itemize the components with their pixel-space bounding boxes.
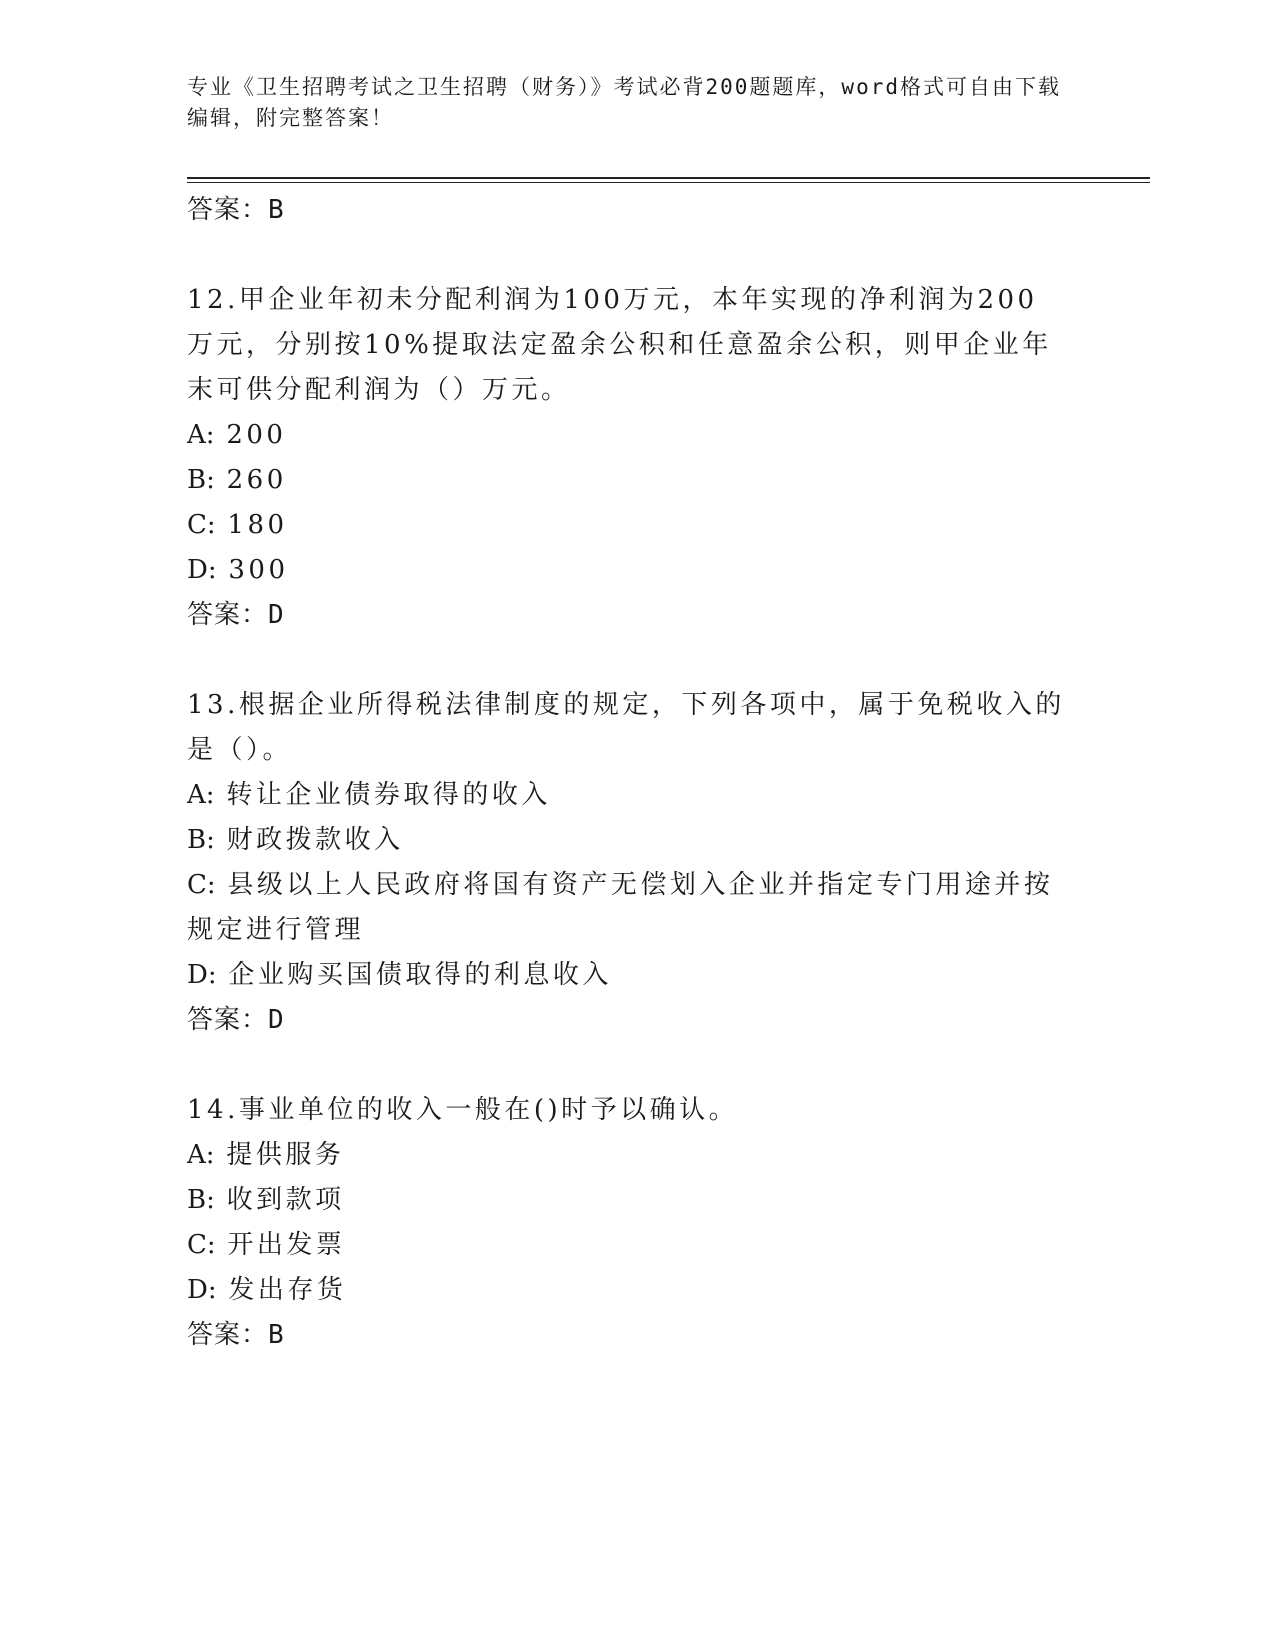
option-label: D:: [187, 1275, 217, 1305]
option-d: [187, 1268, 1067, 1313]
option-label: A:: [187, 420, 215, 450]
option-text: 财政拨款收入: [226, 825, 404, 855]
option-text: 转让企业债券取得的收入: [226, 780, 551, 810]
option-text: 企业购买国债取得的利息收入: [228, 960, 612, 990]
option-b: [187, 1178, 1067, 1223]
option-label: A:: [187, 780, 215, 810]
question-13: [187, 683, 1087, 1042]
option-label: C:: [187, 870, 216, 900]
document-header: 专业《卫生招聘考试之卫生招聘（财务）》考试必背200题题库，word格式可自由下载编辑，附完整答案！: [187, 75, 1061, 130]
option-text: 提供服务: [226, 1140, 345, 1170]
answer-line: 答案：D: [187, 1005, 285, 1035]
option-b: [187, 818, 1067, 863]
option-c: [187, 503, 1067, 548]
answer-line: 答案：B: [187, 195, 285, 225]
option-d: [187, 953, 1067, 998]
option-label: D:: [187, 555, 217, 585]
question-stem: 12.甲企业年初未分配利润为100万元，本年实现的净利润为200万元，分别按10%提取法定盈余公积和任意盈余公积，则甲企业年末可供分配利润为（）万元。: [187, 285, 1052, 405]
option-b: [187, 458, 1067, 503]
answer-line: 答案：B: [187, 1320, 285, 1350]
option-text: 县级以上人民政府将国有资产无偿划入企业并指定专门用途并按规定进行管理: [187, 870, 1054, 945]
document-body: [187, 188, 1087, 1357]
option-a: [187, 773, 1067, 818]
option-text: 260: [226, 465, 287, 495]
question-stem: 13.根据企业所得税法律制度的规定，下列各项中，属于免税收入的是（）。: [187, 690, 1065, 765]
header-rule-thin: [187, 182, 1150, 183]
option-label: B:: [187, 465, 215, 495]
option-label: D:: [187, 960, 217, 990]
question-stem: 14.事业单位的收入一般在()时予以确认。: [187, 1095, 739, 1125]
option-label: C:: [187, 1230, 216, 1260]
option-a: [187, 1133, 1067, 1178]
option-text: 开出发票: [227, 1230, 346, 1260]
option-label: B:: [187, 1185, 215, 1215]
option-text: 收到款项: [226, 1185, 345, 1215]
option-d: [187, 548, 1067, 593]
option-c: [187, 863, 1067, 953]
option-label: B:: [187, 825, 215, 855]
question-12: [187, 278, 1087, 637]
option-c: [187, 1223, 1067, 1268]
option-text: 200: [226, 420, 287, 450]
option-text: 发出存货: [228, 1275, 347, 1305]
question-14: [187, 1088, 1087, 1357]
option-label: C:: [187, 510, 216, 540]
answer-line: 答案：D: [187, 600, 285, 630]
option-label: A:: [187, 1140, 215, 1170]
option-text: 300: [228, 555, 289, 585]
option-text: 180: [227, 510, 288, 540]
header-rule-thick: [187, 177, 1150, 179]
option-a: [187, 413, 1067, 458]
